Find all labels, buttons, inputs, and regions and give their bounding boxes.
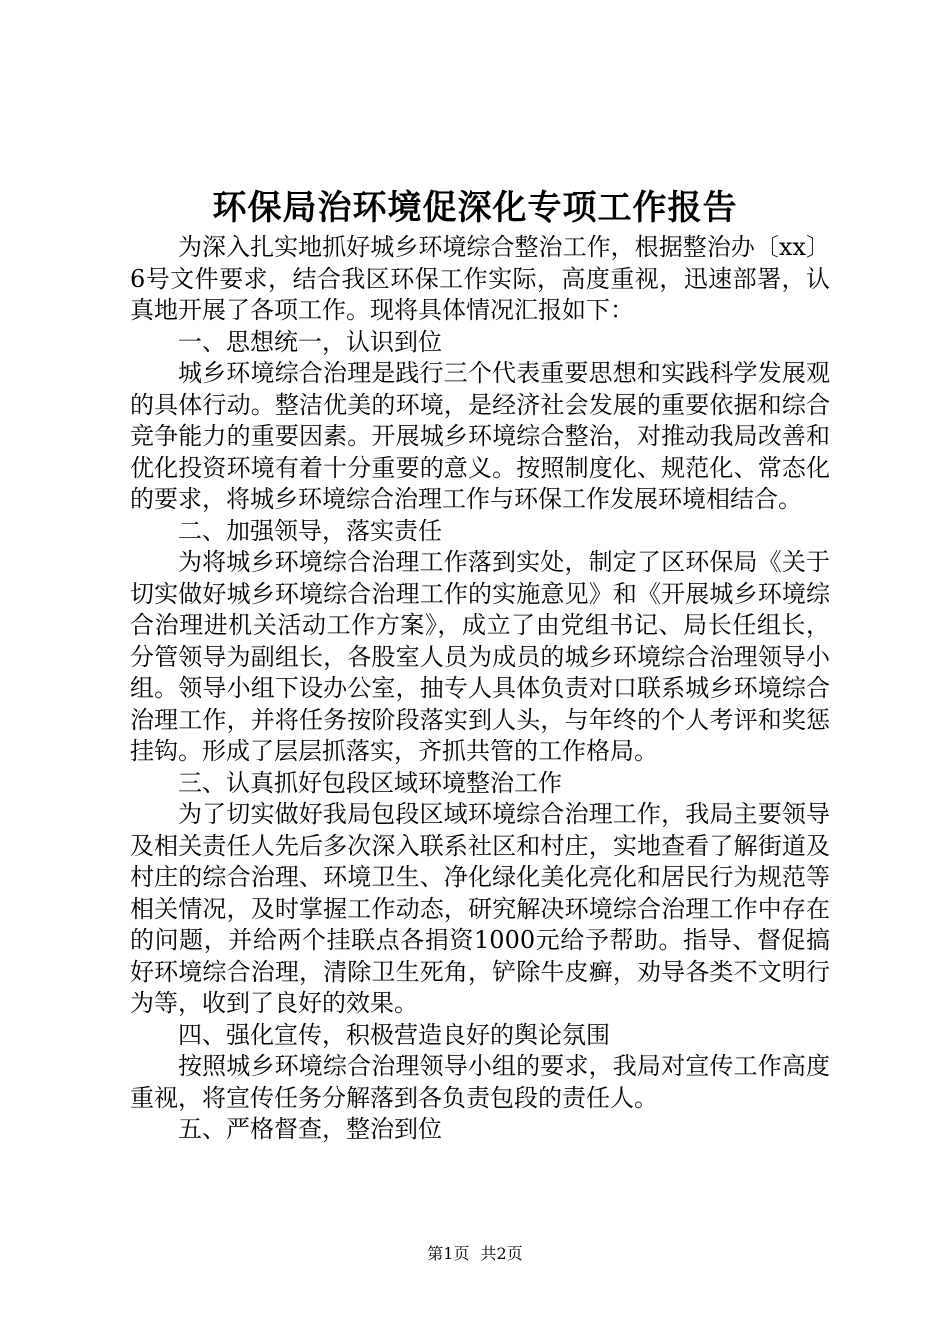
section-heading-5: 五、严格督查，整治到位 xyxy=(178,1115,442,1143)
page-footer xyxy=(0,1244,950,1264)
section-heading-2: 二、加强领导，落实责任 xyxy=(178,516,442,545)
section-heading-4: 四、强化宣传，积极营造良好的舆论氛围 xyxy=(178,1020,610,1049)
section-paragraph-3: 为了切实做好我局包段区域环境综合治理工作，我局主要领导及相关责任人先后多次深入联系社区和村庄，实地查看了解街道及村庄的综合治理、环境卫生、净化绿化美化亮化和居民行为规范等相关情况，及时掌握工作动态，研究解决环境综合治理工作中存在的问题，并给两个挂联点各捐资1000元给予帮助。指导、督促搞好环境综合治理，清除卫生死角，铲除牛皮癣，劝导各类不文明行为等，收到了良好的效果。 xyxy=(130,800,830,1017)
document-body xyxy=(130,232,830,1146)
section-heading-1: 一、思想统一，认识到位 xyxy=(178,327,442,356)
document-title: 环保局治环境促深化专项工作报告 xyxy=(212,188,738,228)
page-number: 第1页 xyxy=(427,1244,470,1263)
section-paragraph-2: 为将城乡环境综合治理工作落到实处，制定了区环保局《关于切实做好城乡环境综合治理工作的实施意见》和《开展城乡环境综合治理进机关活动工作方案》，成立了由党组书记、局长任组长，分管领导为副组长，各股室人员为成员的城乡环境综合治理领导小组。领导小组下设办公室，抽专人具体负责对口联系城乡环境综合治理工作，并将任务按阶段落实到人头，与年终的个人考评和奖惩挂钩。形成了层层抓落实，齐抓共管的工作格局。 xyxy=(130,548,830,765)
page-total: 共2页 xyxy=(480,1244,523,1263)
section-heading-3: 三、认真抓好包段区域环境整治工作 xyxy=(178,768,562,797)
intro-paragraph: 为深入扎实地抓好城乡环境综合整治工作，根据整治办〔xx〕6号文件要求，结合我区环保工作实际，高度重视，迅速部署，认真地开展了各项工作。现将具体情况汇报如下： xyxy=(130,233,830,324)
section-paragraph-1: 城乡环境综合治理是践行三个代表重要思想和实践科学发展观的具体行动。整洁优美的环境，是经济社会发展的重要依据和综合竞争能力的重要因素。开展城乡环境综合整治，对推动我局改善和优化投资环境有着十分重要的意义。按照制度化、规范化、常态化的要求，将城乡环境综合治理工作与环保工作发展环境相结合。 xyxy=(130,359,830,513)
section-paragraph-4: 按照城乡环境综合治理领导小组的要求，我局对宣传工作高度重视，将宣传任务分解落到各负责包段的责任人。 xyxy=(130,1052,830,1112)
